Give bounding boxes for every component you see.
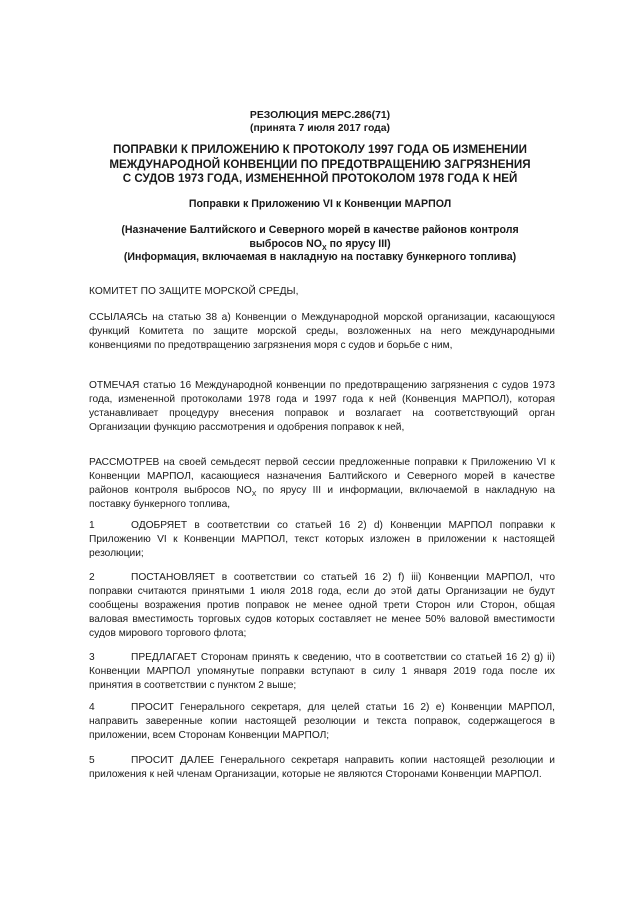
resolution-header <box>60 109 580 135</box>
preamble-considered: РАССМОТРЕВ на своей семьдесят первой сессии предложенные поправки к Приложению VI к Конвенции МАРПОЛ, касающиеся назначения Балтийского и Северного морей в качестве районов контроля выбросов $NO_X$ по ярусу III и информации, включаемой в накладную на поставку бункерного топлива, <box>89 457 555 510</box>
operative-paragraph <box>89 651 555 693</box>
operative-paragraph <box>89 519 555 561</box>
committee-line: КОМИТЕТ ПО ЗАЩИТЕ МОРСКОЙ СРЕДЫ, <box>89 286 299 297</box>
paragraph-number: 5 <box>89 755 95 766</box>
paragraph-number: 4 <box>89 702 95 713</box>
document-title <box>60 143 580 187</box>
paragraph-text: ПОСТАНОВЛЯЕТ в соответствии со статьей 16 2) f) iii) Конвенции МАРПОЛ, что поправки считаются принятыми 1 июля 2018 года, если до этой даты Организации не будут сообщены возражения против поправок не менее одной трети Сторон или Сторон, общая валовая вместимость торговых судов которых составляет не менее 50% валовой вместимости судов мирового торгового флота; <box>89 572 555 639</box>
paragraph-text: ПРОСИТ Генерального секретаря, для целей статьи 16 2) e) Конвенции МАРПОЛ, направить заверенные копии настоящей резолюции и текста поправок, содержащегося в приложении, всем Сторонам Конвенции МАРПОЛ; <box>89 702 555 741</box>
paragraph-number: 1 <box>89 520 95 531</box>
operative-paragraph <box>89 701 555 743</box>
paragraph-text: ПРЕДЛАГАЕТ Сторонам принять к сведению, что в соответствии со статьей 16 2) g) ii) Конвенции МАРПОЛ упомянутые поправки вступают в силу 1 января 2019 года после их принятия в соответствии с пунктом 2 выше; <box>89 652 555 691</box>
resolution-id: РЕЗОЛЮЦИЯ MEPC.286(71) <box>249 110 391 121</box>
preamble-noting: ОТМЕЧАЯ статью 16 Международной конвенции по предотвращению загрязнения с судов 1973 года, измененной протоколами 1978 года и 1997 года к ней (Конвенция МАРПОЛ), которая устанавливает процедуру внесения поправок и возлагает на соответствующий орган Организации функцию рассмотрения и одобрения поправок к ней, <box>89 380 555 433</box>
document-subtitle: Поправки к Приложению VI к Конвенции МАРПОЛ <box>188 198 452 210</box>
scope-line: (Информация, включаемая в накладную на поставку бункерного топлива) <box>123 251 517 263</box>
adoption-date: (принята 7 июля 2017 года) <box>249 123 391 134</box>
title-line: МЕЖДУНАРОДНОЙ КОНВЕНЦИИ ПО ПРЕДОТВРАЩЕНИЮ ЗАГРЯЗНЕНИЯ <box>109 157 531 171</box>
title-line: ПОПРАВКИ К ПРИЛОЖЕНИЮ К ПРОТОКОЛУ 1997 ГОДА ОБ ИЗМЕНЕНИИ <box>113 143 527 156</box>
paragraph-text: ОДОБРЯЕТ в соответствии со статьей 16 2) d) Конвенции МАРПОЛ поправки к Приложению VI к Конвенции МАРПОЛ, текст которых изложен в приложении к настоящей резолюции; <box>89 520 555 559</box>
paragraph-text: ПРОСИТ ДАЛЕЕ Генерального секретаря направить копии настоящей резолюции и приложения к ней членам Организации, которые не являются Сторонами Конвенции МАРПОЛ. <box>89 755 555 780</box>
operative-paragraph <box>89 571 555 641</box>
scope-line: (Назначение Балтийского и Северного морей в качестве районов контроля <box>121 224 519 236</box>
operative-paragraph <box>89 754 555 782</box>
title-line: С СУДОВ 1973 ГОДА, ИЗМЕНЕННОЙ ПРОТОКОЛОМ 1978 ГОДА К НЕЙ <box>122 172 518 185</box>
preamble-recalling: ССЫЛАЯСЬ на статью 38 a) Конвенции о Международной морской организации, касающуюся функций Комитета по защите морской среды, возложенных на него международными конвенциями по предотвращению загрязнения моря с судов и борьбе с ним, <box>89 312 555 351</box>
paragraph-number: 2 <box>89 572 95 583</box>
scope-line: выбросов $NO_X$ по ярусу III) <box>249 237 391 252</box>
paragraph-number: 3 <box>89 652 95 663</box>
scope-note <box>60 224 580 265</box>
